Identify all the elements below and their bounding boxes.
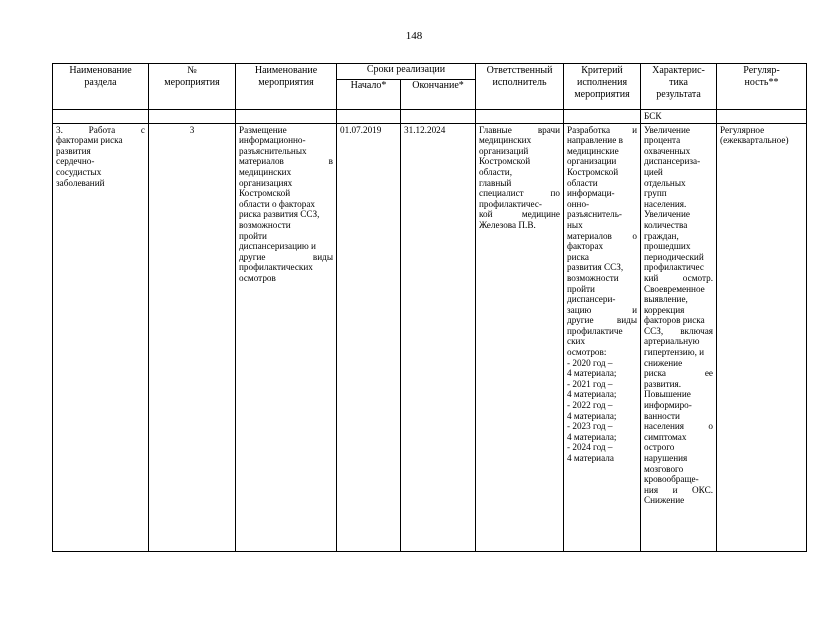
- page-number: 148: [405, 30, 423, 42]
- header-measure-name: Наименование мероприятия: [236, 64, 337, 110]
- header-result: Характерис- тика результата: [641, 64, 717, 110]
- cell-result: Увеличение процента охваченных диспансериза- цией отдельных групп населения. Увеличение количества граждан, прошедших периодический профилактичес кий осмотр. Своевременное выявление, коррекция факторов риска ССЗ, включая артериальную гипертензию, и снижение риска ее развития. Повышение информиро- ванности населения о симптомах острого нарушения мозгового кровообраще- ния и ОКС. Снижение: [641, 123, 717, 551]
- cell-start: 01.07.2019: [337, 123, 401, 551]
- header-deadlines: Сроки реализации: [337, 64, 476, 80]
- cell-end: 31.12.2024: [401, 123, 476, 551]
- table-row: [53, 123, 807, 551]
- cell-section: 3. Работа с факторами риска развития сердечно- сосудистых заболеваний: [53, 123, 149, 551]
- header-measure-number: № мероприятия: [149, 64, 236, 110]
- cell-measure: Размещение информационно- разъяснительных материалов в медицинских организациях Костромской области о факторах риска развития ССЗ, возможности пройти диспансеризацию и другие виды профилактических осмотров: [236, 123, 337, 551]
- header-regularity: Регуляр- ность**: [717, 64, 807, 110]
- cell-criterion: Разработка и направление в медицинские организации Костромской области информаци- онно- разъяснитель- ных материалов о факторах риска развития ССЗ, возможности пройти диспансери- зацию и другие виды профилактиче ских осмотров: - 2020 год – 4 материала; - 2021 год – 4 материала; - 2022 год – 4 материала; - 2023 год – 4 материала; - 2024 год – 4 материала: [564, 123, 641, 551]
- cell-regularity: Регулярное (ежеквартальное): [717, 123, 807, 551]
- header-start: Начало*: [337, 80, 401, 110]
- header-section-name: Наименование раздела: [53, 64, 149, 110]
- header-criterion: Критерий исполнения мероприятия: [564, 64, 641, 110]
- header-responsible: Ответственный исполнитель: [476, 64, 564, 110]
- header-end: Окончание*: [401, 80, 476, 110]
- carry-over-row: [53, 110, 807, 124]
- measures-table: [52, 63, 807, 552]
- cell-responsible: Главные врачи медицинских организаций Костромской области, главный специалист по профилактичес- кой медицине Железова П.В.: [476, 123, 564, 551]
- cell-number: 3: [149, 123, 236, 551]
- carry-over-result-fragment: БСК: [641, 110, 717, 124]
